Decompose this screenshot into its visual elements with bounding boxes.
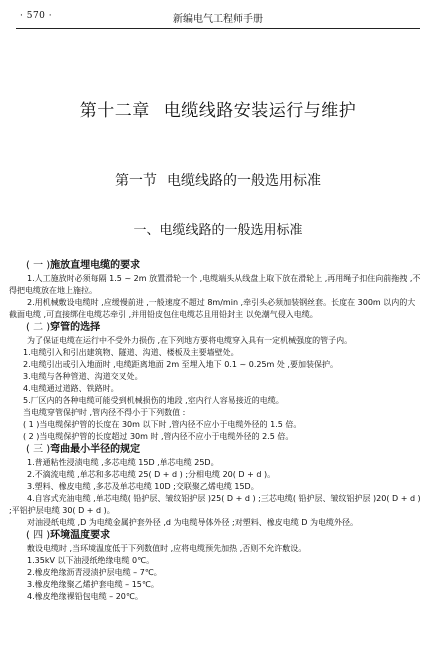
part-3-heading: ( 三 )弯曲最小半径的规定 [26,444,141,455]
list-item: 1.普通粘性浸渍电缆 ,多芯电缆 15D ,单芯电缆 25D。 [27,458,219,467]
list-item: 2.电缆引出或引入地面时 ,电缆距离地面 2m 至埋入地下 0.1 ~ 0.25m 处 ,要加装保护。 [23,360,338,369]
running-header-title: 新编电气工程师手册 [173,14,263,25]
paragraph: 1.人工施放时必须每隔 1.5 ~ 2m 放置滑轮一个 ,电缆端头从线盘上取下放在滑轮上 ,再用绳子扣住向前拖拽 ,不得把电缆放在地上施拉。 [9,274,421,295]
list-item: ( 1 )当电缆保护管的长度在 30m 以下时 ,管内径不应小于电缆外径的 1.5 倍。 [23,420,302,429]
part-1-heading: ( 一 )施放直埋电缆的要求 [26,260,141,271]
list-item: 3.橡皮绝缘聚乙烯护套电缆 – 15℃。 [27,580,159,589]
page-number: · 570 · [20,11,53,21]
list-item: 3.电缆与各种管道、沟道交叉处。 [23,372,143,381]
paragraph: 2.用机械敷设电缆时 ,应缓慢前进 ,一般速度不超过 8m/min ,牵引头必须加装钢丝套。长度在 300m 以内的大截面电缆 ,可直接绑住电缆芯牵引 ,并用铅皮包住电缆芯且用铅封主 以免潮气侵入电缆。 [9,298,416,319]
header-rule [16,28,420,29]
list-item: 3.塑料、橡皮电缆 ,多芯及单芯电缆 10D ;交联聚乙烯电缆 15D。 [27,482,259,491]
list-item: 对油浸纸电缆 ,D 为电缆金属护套外径 ,d 为电缆导体外径 ;对塑料、橡皮电缆 D 为电缆外径。 [27,518,358,527]
list-item: 2.橡皮绝缘沥青浸渍护层电缆 – 7℃。 [27,568,162,577]
chapter-label: 第十二章 [79,101,150,121]
part-2-heading: ( 二 )穿管的选择 [26,322,101,333]
body-text [9,259,423,603]
list-item: 4.自容式充油电缆 ,单芯电缆( 铅护层、皱纹铝护层 )25( D + d ) ;三芯电缆( 铅护层、皱纹铝护层 )20( D + d ) ;平铝护层电缆 30( D + d )。 [9,494,421,515]
list-item: 1.电缆引入和引出建筑物、隧道、沟道、楼板及主要墙壁处。 [23,348,239,357]
list-item: 1.35kV 以下油浸纸绝缘电缆 0℃。 [27,556,155,565]
chapter-title [0,96,436,121]
section-name: 电缆线路的一般选用标准 [167,173,321,189]
list-item: 5.厂区内的各种电缆可能受到机械损伤的地段 ,室内行人容易接近的电缆。 [23,396,284,405]
list-item: 2.不滴流电缆 ,单芯和多芯电缆 25( D + d ) ;分相电缆 20( D + d )。 [27,470,276,479]
part-4-heading: ( 四 )环境温度要求 [26,530,111,541]
list-item: 为了保证电缆在运行中不受外力损伤 ,在下列地方要将电缆穿入具有一定机械强度的管子内。 [27,336,353,345]
chapter-name: 电缆线路安装运行与维护 [163,101,357,121]
section-label: 第一节 [115,173,157,189]
section-title [0,170,436,190]
list-item: 4.电缆通过道路、铁路时。 [23,384,119,393]
subsection-title: 一、电缆线路的一般选用标准 [133,223,303,238]
list-item: ( 2 )当电缆保护管的长度超过 30m 时 ,管内径不应小于电缆外径的 2.5 倍。 [23,432,294,441]
list-item: 敷设电缆时 ,当环境温度低于下列数值时 ,应将电缆预先加热 ,否则不允许敷设。 [27,544,307,553]
list-item: 当电缆穿管保护时 ,管内径不得小于下列数值 : [23,408,186,417]
list-item: 4.橡皮绝缘裸铅包电缆 – 20℃。 [27,592,143,601]
